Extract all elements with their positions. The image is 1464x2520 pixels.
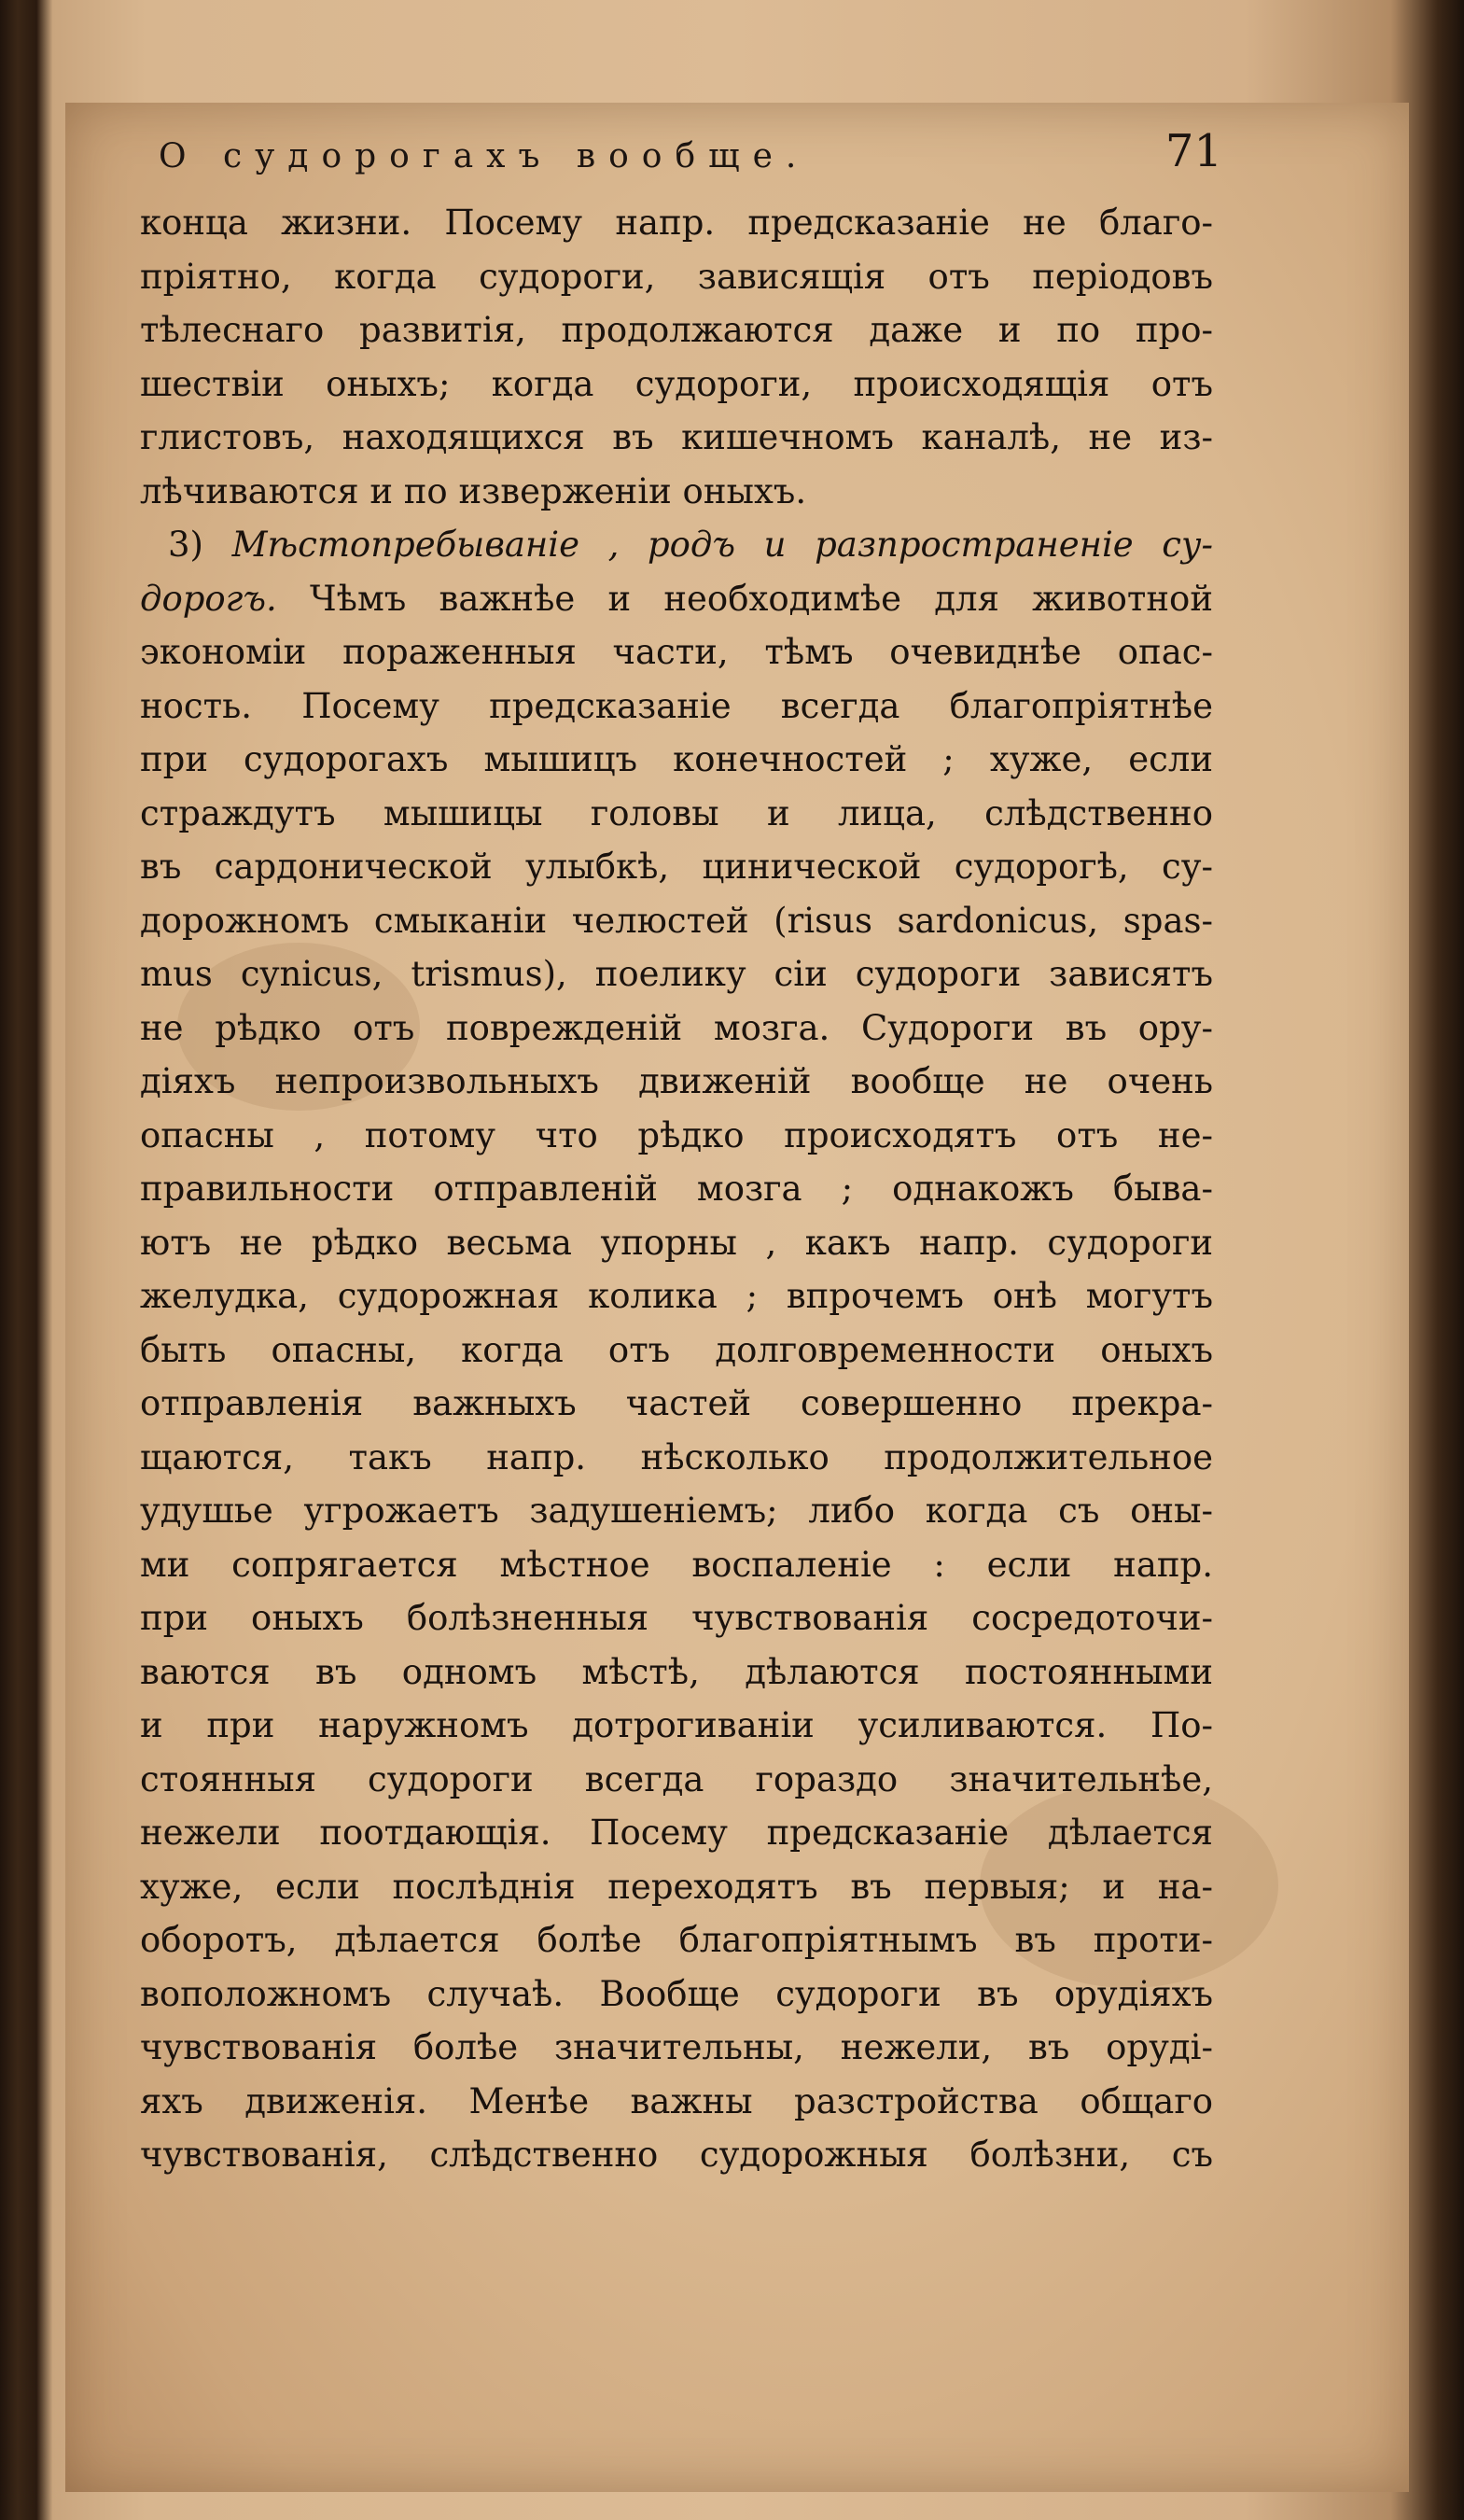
text-line: глистовъ, находящихся въ кишечномъ каналѣ, не из-	[140, 417, 1213, 457]
text-line: пріятно, когда судороги, зависящія отъ періодовъ	[140, 256, 1213, 297]
text-line: желудка, судорожная колика ; впрочемъ онѣ могутъ	[140, 1276, 1213, 1316]
text-line: правильности отправленій мозга ; однакожъ быва-	[140, 1169, 1213, 1209]
text-line: чувствованія, слѣдственно судорожныя болѣзни, съ	[140, 2135, 1213, 2175]
text-line: яхъ движенія. Менѣе важны разстройства общаго	[140, 2080, 1213, 2121]
text-line: ютъ не рѣдко весьма упорны , какъ напр. судороги	[140, 1222, 1213, 1263]
running-title: О судорогахъ вообще.	[159, 137, 810, 175]
text-line: mus cynicus, trismus), поелику сіи судороги зависятъ	[140, 954, 1213, 994]
text-line	[140, 572, 1213, 626]
text-line: стоянныя судороги всегда гораздо значительнѣе,	[140, 1758, 1213, 1799]
page-number: 71	[1164, 125, 1222, 177]
text-line: щаются, такъ напр. нѣсколько продолжительное	[140, 1436, 1213, 1477]
text-line: чувствованія болѣе значительны, нежели, въ оруді-	[140, 2027, 1213, 2067]
text-line: оборотъ, дѣлается болѣе благопріятнымъ въ проти-	[140, 1920, 1213, 1960]
text-line: при оныхъ болѣзненныя чувствованія сосредоточи-	[140, 1598, 1213, 1638]
text-line: удушье угрожаетъ задушеніемъ; либо когда съ оны-	[140, 1491, 1213, 1531]
text-line: отправленія важныхъ частей совершенно прекра-	[140, 1383, 1213, 1423]
list-number: 3)	[168, 525, 232, 565]
text-line: дорожномъ смыканіи челюстей (risus sardonicus, spas-	[140, 900, 1213, 941]
text-line: ваются въ одномъ мѣстѣ, дѣлаются постоянными	[140, 1651, 1213, 1692]
italic-heading: Мѣстопребываніе , родъ и разпространеніе су-	[231, 525, 1213, 565]
text-line: опасны , потому что рѣдко происходятъ отъ не-	[140, 1114, 1213, 1155]
text-line: діяхъ непроизвольныхъ движеній вообще не очень	[140, 1061, 1213, 1101]
text-line: и при наружномъ дотрогиваніи усиливаются. По-	[140, 1705, 1213, 1745]
text-line: тѣлеснаго развитія, продолжаются даже и по про-	[140, 310, 1213, 350]
text-line: конца жизни. Посему напр. предсказаніе не благо-	[140, 203, 1213, 243]
line-rest: Чѣмъ важнѣе и необходимѣе для животной	[276, 578, 1213, 619]
text-line: ми сопрягается мѣстное воспаленіе : если напр.	[140, 1544, 1213, 1585]
text-line: экономіи пораженныя части, тѣмъ очевиднѣе опас-	[140, 632, 1213, 672]
text-line: при судорогахъ мышицъ конечностей ; хуже, если	[140, 739, 1213, 779]
text-line: шествіи оныхъ; когда судороги, происходящія отъ	[140, 363, 1213, 404]
text-line: не рѣдко отъ поврежденій мозга. Судороги въ ору-	[140, 1007, 1213, 1048]
running-head	[159, 125, 1222, 185]
text-line: нежели поотдающія. Посему предсказаніе дѣлается	[140, 1813, 1213, 1853]
text-line: ность. Посему предсказаніе всегда благопріятнѣе	[140, 685, 1213, 726]
text-line: въ сардонической улыбкѣ, цинической судорогѣ, су-	[140, 847, 1213, 887]
body-text	[140, 196, 1213, 2182]
text-line: страждутъ мышицы головы и лица, слѣдственно	[140, 792, 1213, 833]
text-line: хуже, если послѣднія переходятъ въ первыя; и на-	[140, 1866, 1213, 1907]
text-line: воположномъ случаѣ. Вообще судороги въ орудіяхъ	[140, 1973, 1213, 2014]
text-line	[140, 518, 1213, 572]
text-line: лѣчиваются и по изверженіи оныхъ.	[140, 470, 807, 511]
italic-heading: дорогъ.	[140, 578, 277, 619]
text-line: быть опасны, когда отъ долговременности оныхъ	[140, 1329, 1213, 1370]
